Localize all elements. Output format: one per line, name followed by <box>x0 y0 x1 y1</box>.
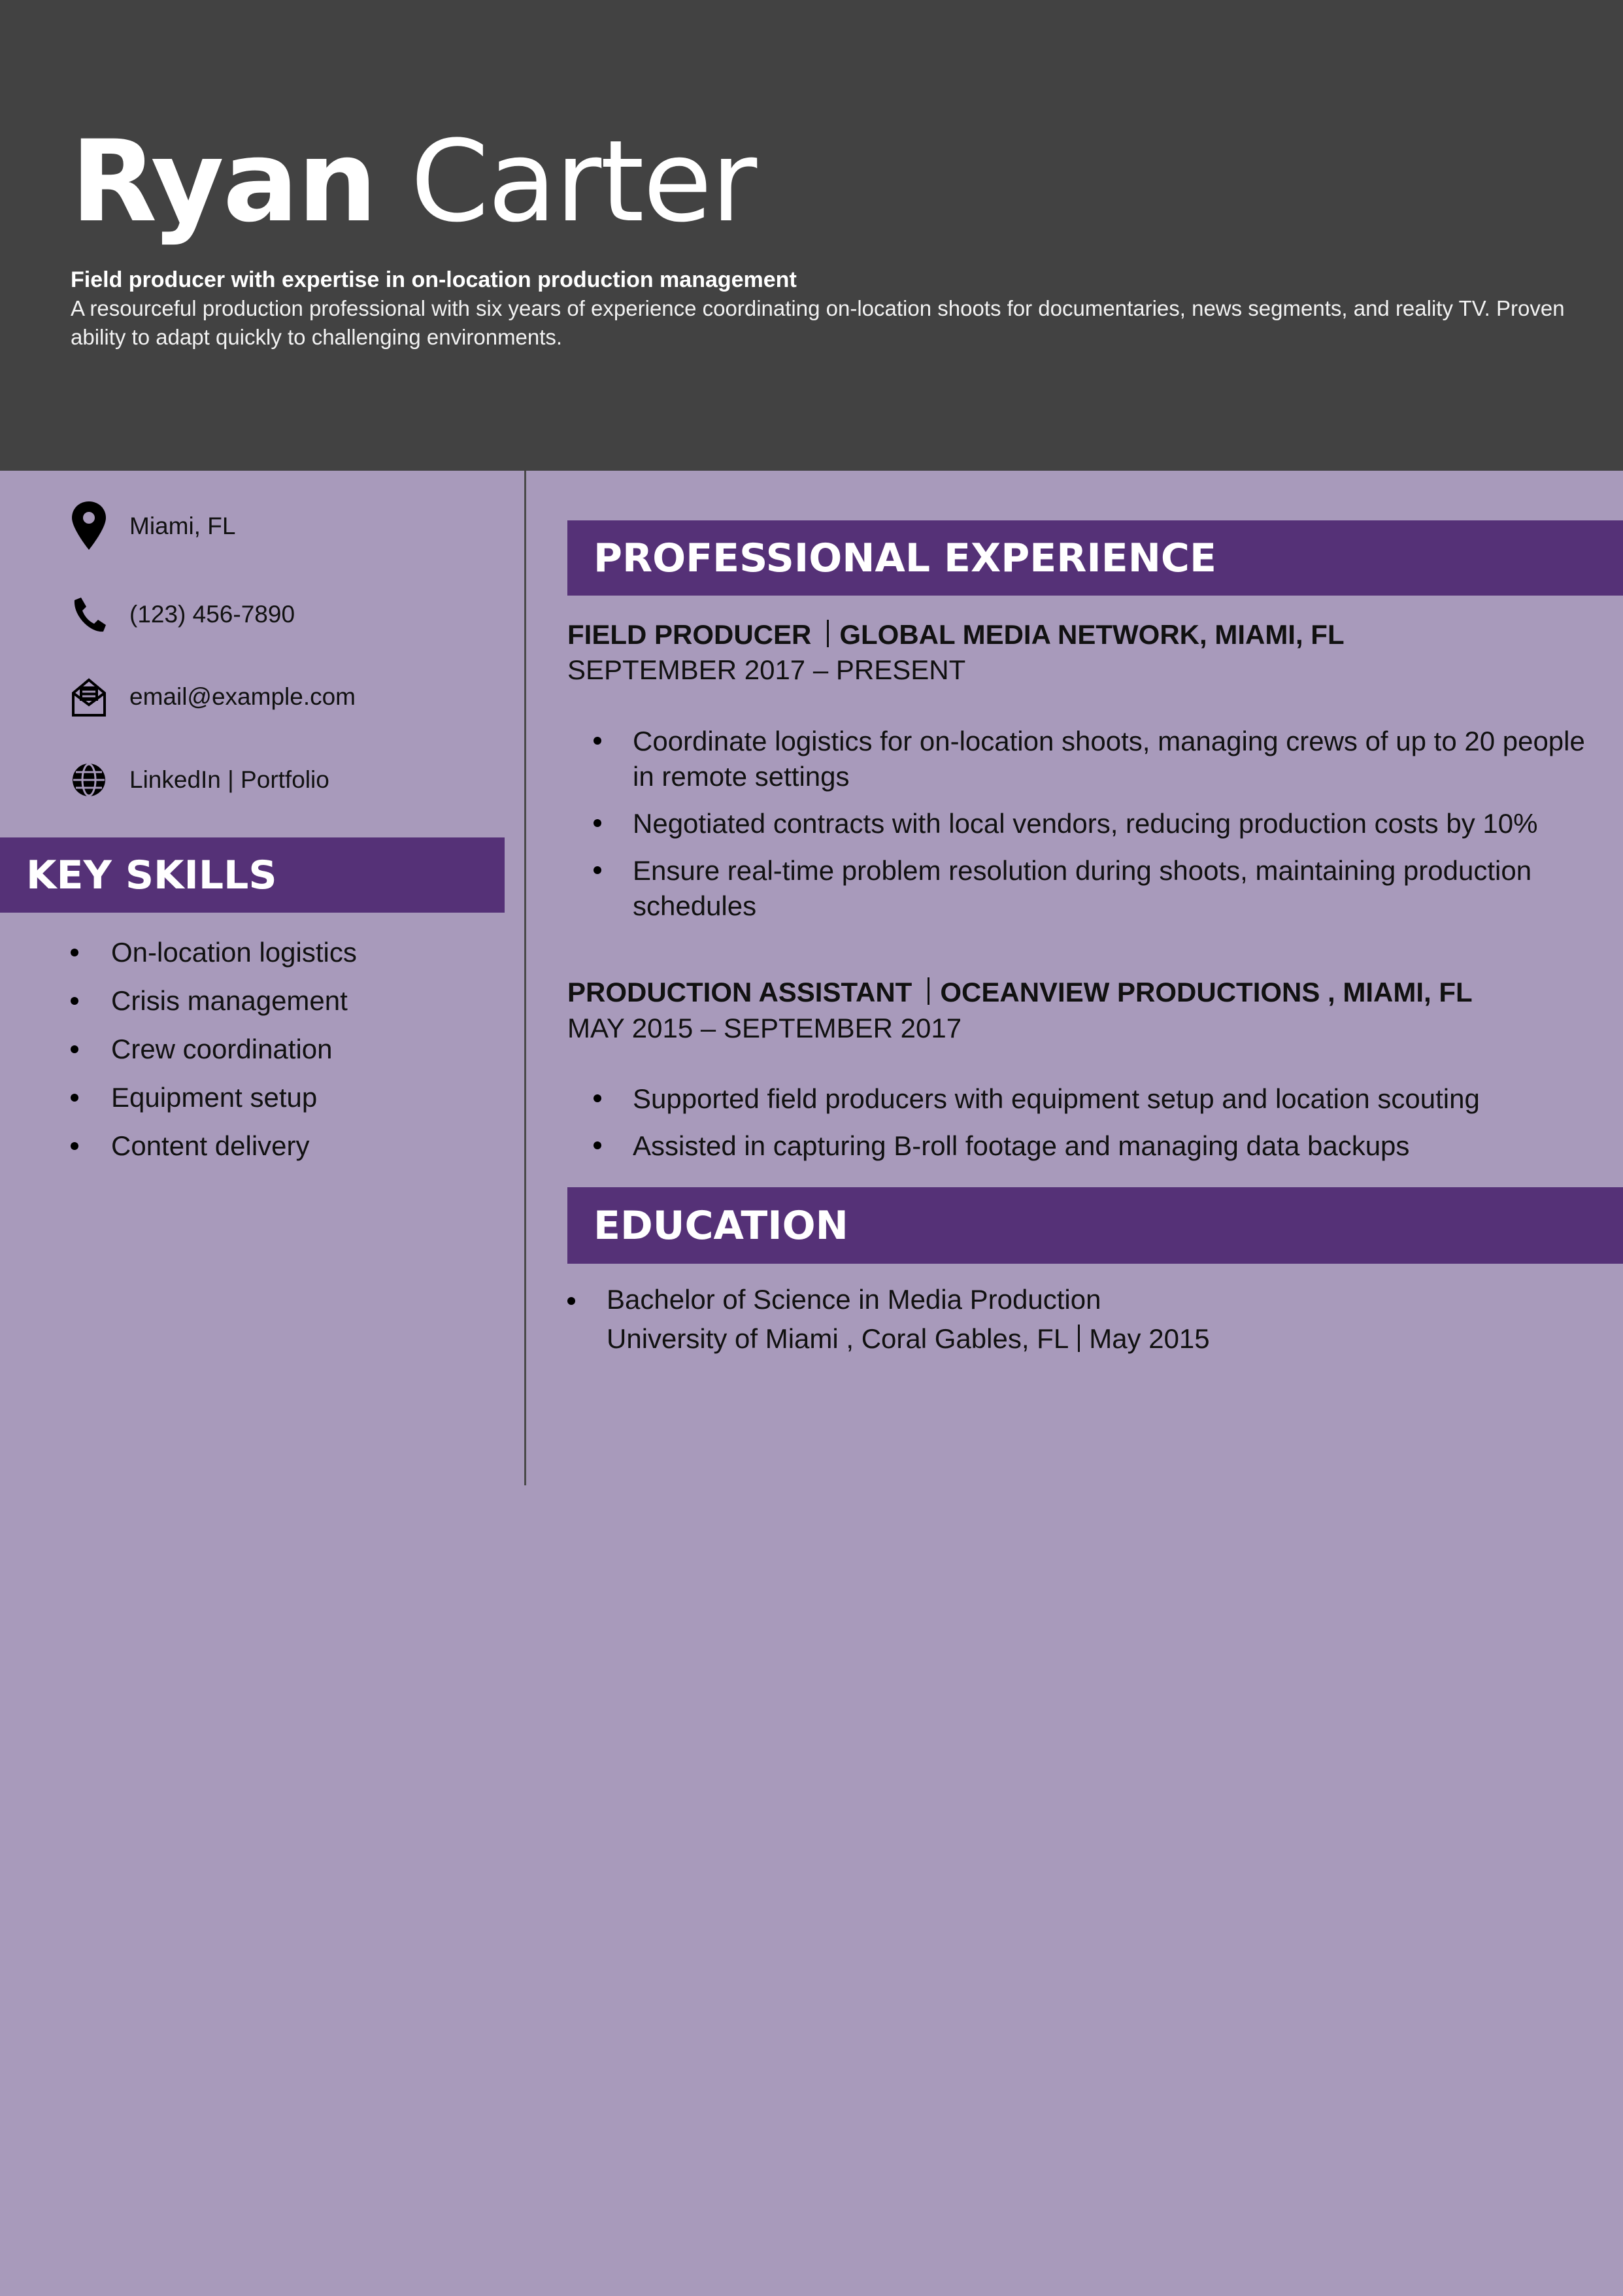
job-bullets <box>594 1081 1600 1164</box>
list-item <box>71 1073 502 1122</box>
job-title-line <box>567 618 1345 651</box>
separator <box>1078 1325 1080 1352</box>
job-title: PRODUCTION ASSISTANT <box>567 977 912 1007</box>
separator <box>827 620 829 647</box>
skill-text: Content delivery <box>111 1130 310 1161</box>
bullet-icon <box>71 949 78 956</box>
bullet-icon <box>71 997 78 1005</box>
first-name: Ryan <box>71 116 376 247</box>
education-entry <box>567 1280 1548 1359</box>
bullet-text: Negotiated contracts with local vendors, reducing production costs by 10% <box>633 808 1538 839</box>
globe-icon <box>71 754 107 806</box>
bullet-icon <box>71 1094 78 1102</box>
location-text: Miami, FL <box>129 513 236 539</box>
tagline: Field producer with expertise in on-location production management <box>71 267 797 292</box>
job-dates: SEPTEMBER 2017 – PRESENT <box>567 654 966 685</box>
skill-text: Equipment setup <box>111 1082 318 1113</box>
location-pin-icon <box>71 500 107 552</box>
skill-text: On-location logistics <box>111 937 357 968</box>
graduation-date: May 2015 <box>1089 1323 1210 1354</box>
bullet-icon <box>594 1094 601 1102</box>
education-heading-text: EDUCATION <box>594 1202 848 1249</box>
list-item <box>594 1128 1600 1164</box>
bullet-icon <box>594 737 601 745</box>
email-icon <box>71 671 107 723</box>
education-heading <box>567 1187 1623 1264</box>
skill-text: Crew coordination <box>111 1034 333 1064</box>
contact-location <box>71 500 495 552</box>
list-item <box>594 724 1600 794</box>
list-item <box>71 928 502 977</box>
skills-list <box>71 928 502 1170</box>
contact-email <box>71 671 495 723</box>
phone-icon <box>71 588 107 641</box>
school: University of Miami , Coral Gables, FL <box>607 1323 1069 1354</box>
list-item <box>594 1081 1600 1117</box>
list-item <box>594 806 1600 841</box>
list-item <box>71 1122 502 1170</box>
contact-links <box>71 754 495 806</box>
list-item <box>71 977 502 1025</box>
bullet-text: Coordinate logistics for on-location shoots, managing crews of up to 20 people in remote settings <box>633 726 1585 792</box>
job-bullets <box>594 724 1600 924</box>
column-divider <box>524 471 526 1485</box>
bullet-icon <box>567 1297 575 1305</box>
summary: A resourceful production professional with six years of experience coordinating on-location shoots for documentaries, news segments, and reality TV. Proven ability to adapt quickly to challenging environments. <box>71 296 1565 349</box>
job-company: GLOBAL MEDIA NETWORK, MIAMI, FL <box>839 619 1345 650</box>
bullet-icon <box>71 1045 78 1053</box>
list-item <box>71 1025 502 1073</box>
bullet-icon <box>594 866 601 874</box>
job-company: OCEANVIEW PRODUCTIONS , MIAMI, FL <box>940 977 1473 1007</box>
key-skills-heading <box>0 837 505 913</box>
degree: Bachelor of Science in Media Production <box>607 1284 1101 1315</box>
separator <box>928 977 929 1005</box>
experience-heading-text: PROFESSIONAL EXPERIENCE <box>594 535 1216 581</box>
phone-text: (123) 456-7890 <box>129 601 295 628</box>
bullet-text: Assisted in capturing B-roll footage and managing data backups <box>633 1130 1410 1161</box>
last-name: Carter <box>410 116 756 247</box>
contact-phone <box>71 588 495 641</box>
job-title: FIELD PRODUCER <box>567 619 812 650</box>
candidate-name <box>71 116 756 247</box>
email-text[interactable]: email@example.com <box>129 683 356 710</box>
bullet-icon <box>71 1142 78 1150</box>
experience-heading <box>567 520 1623 596</box>
bullet-icon <box>594 1141 601 1149</box>
header <box>0 0 1623 471</box>
school-line <box>607 1319 1210 1359</box>
key-skills-heading-text: KEY SKILLS <box>26 852 277 898</box>
job-title-line <box>567 976 1473 1009</box>
skill-text: Crisis management <box>111 985 348 1016</box>
links-text[interactable]: LinkedIn | Portfolio <box>129 766 329 793</box>
list-item <box>594 853 1600 924</box>
bullet-text: Ensure real-time problem resolution during shoots, maintaining production schedules <box>633 855 1532 921</box>
job-dates: MAY 2015 – SEPTEMBER 2017 <box>567 1013 962 1043</box>
bullet-text: Supported field producers with equipment setup and location scouting <box>633 1083 1480 1114</box>
bullet-icon <box>594 819 601 827</box>
